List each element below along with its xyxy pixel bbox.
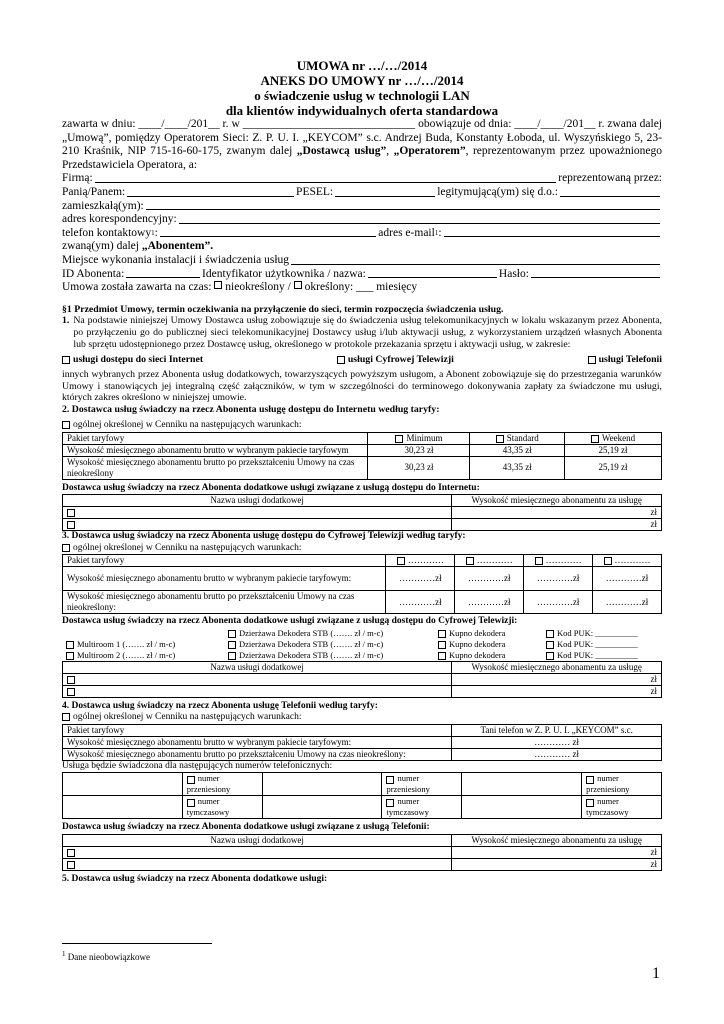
corr-address-field[interactable] <box>179 213 660 224</box>
option-internet[interactable]: usługi dostępu do sieci Internet <box>62 354 203 365</box>
id-abonenta-field[interactable] <box>126 268 200 279</box>
dostawca-term: „Dostawcą usług” <box>296 145 387 158</box>
location-field[interactable] <box>291 254 660 265</box>
s1-title: §1 Przedmiot Umowy, termin oczekiwania na przyłączenie do sieci, termin rozpoczęcia świadczenia usług. <box>62 303 504 315</box>
phone-numbers-table: numer przeniesiony numer przeniesiony numer przeniesiony numer tymczasowy numer tymczasowy numer tymczasowy <box>62 772 662 819</box>
phone-table: Pakiet taryfowy Tani telefon w Z. P. U. I. „KEYCOM” s.c. Wysokość miesięcznego abonamentu brutto w wybranym pakiecie taryfowym: ………… zł Wysokość miesięcznego abonamentu brutto po przekształceniu Umowy na czas nieokreślony: ………… zł <box>62 724 662 761</box>
indefinite-checkbox[interactable] <box>214 281 222 289</box>
definite-checkbox[interactable] <box>294 281 302 289</box>
id-row: ID Abonenta: Identyfikator użytkownika / nazwa: Hasło: <box>62 268 662 282</box>
s1-p1b: innych wybranych przez Abonenta usług dodatkowych, towarzyszących powyższym usługom, a Abonent zobowiązuje się do przestrzegania warunków Umowy i stanowiących jej integralną część załączników, w tym w szczególności do terminowego dokonywania zapłaty za świadczone mu usługi, których zakres określono w niniejszej umowie. <box>62 369 662 404</box>
location-row: Miejsce wykonania instalacji i świadczenia usług <box>62 254 662 268</box>
internet-table: Pakiet taryfowy Minimum Standard Weekend Wysokość miesięcznego abonamentu brutto w wybranym pakiecie taryfowym 30,23 zł 43,35 zł 25,19 zł Wysokość miesięcznego abonamentu brutto po przekształceniu Umowy na czas nieokreślony 30,23 zł 43,35 zł 25,19 zł <box>62 432 662 480</box>
duration-row: Umowa została zawarta na czas: nieokreślony / określony: ___ miesięcy <box>62 281 418 294</box>
address-row: zamieszkałą(ym): <box>62 200 662 214</box>
s3-title: 3. Dostawca usług świadczy na rzecz Abonenta usługę dostępu do Cyfrowej Telewizji według taryfy: <box>62 531 466 542</box>
pania-row: Panią/Panem: PESEL: legitymującą(ym) się d.o.: <box>62 186 662 200</box>
operator-term: „Operatorem” <box>393 145 466 158</box>
email-field[interactable] <box>444 227 660 238</box>
title-aneks: ANEKS DO UMOWY nr …/…/2014 <box>260 73 464 88</box>
footnote: $^1$ Dane nieobowiązkowe <box>62 950 150 962</box>
numbers-label: Usługa będzie świadczona dla następujących numerów telefonicznych: <box>62 760 333 771</box>
password-field[interactable] <box>531 268 660 279</box>
s5-title: 5. Dostawca usług świadczy na rzecz Abonenta dodatkowe usługi: <box>62 873 328 884</box>
extra-internet-title: Dostawca usług świadczy na rzecz Abonenta dodatkowe usługi związane z usługą dostępu do Internetu: <box>62 482 480 493</box>
extra-internet-table: Nazwa usługi dodatkowej Wysokość miesięcznego abonamentu za usługę zł zł <box>62 494 662 531</box>
extra-phone-title: Dostawca usług świadczy na rzecz Abonenta dodatkowe usługi związane z usługą Telefonii: <box>62 822 430 833</box>
address-field[interactable] <box>146 200 660 211</box>
extra-tv-table: Nazwa usługi dodatkowej Wysokość miesięcznego abonamentu za usługę zł zł <box>62 661 662 698</box>
name-field[interactable] <box>127 186 294 197</box>
page-number: 1 <box>652 965 660 982</box>
s1-p1: 1. Na podstawie niniejszej Umowy Dostawca usług zobowiązuje się do świadczenia usług telekomunikacyjnych w lokalu wskazanym przez Abonenta, po przyłączeniu go do publicznej sieci telekomunikacyjnej Dostawcy usług i/lub aktywacji usług, z wykorzystaniem urządzeń własnych Abonenta lub sprzętu udostępnionego przez Dostawcę usług, określonego w protokole przekazania sprzętu i aktywacji usług, w zakresie: <box>62 315 662 350</box>
tv-table: Pakiet taryfowy ………… ………… ………… ………… Wysokość miesięcznego abonamentu brutto w wybranym pakiecie taryfowym: …………zł …………zł …………zł …………zł Wysokość miesięcznego abonamentu brutto po przekształceniu Umowy na czas nieokreślony: …………zł …………zł …………zł …………zł <box>62 554 662 614</box>
username-field[interactable] <box>368 268 497 279</box>
pesel-field[interactable] <box>335 186 435 197</box>
firma-row: Firmą: reprezentowaną przez: <box>62 172 662 185</box>
option-phone[interactable]: usługi Telefonii <box>588 354 662 365</box>
s4-title: 4. Dostawca usług świadczy na rzecz Abonenta usługę Telefonii według taryfy: <box>62 700 378 711</box>
corr-address-row: adres korespondencyjny: <box>62 213 662 227</box>
service-options <box>62 354 662 365</box>
option-tv[interactable]: usługi Cyfrowej Telewizji <box>337 354 454 365</box>
contract-page <box>62 58 662 885</box>
title-umowa: UMOWA nr …/…/2014 <box>296 58 428 73</box>
contact-row: telefon kontaktowy 1 : adres e-mail 1 : <box>62 227 662 241</box>
abonent-row: zwaną(ym) dalej „Abonentem”. <box>62 240 214 253</box>
phone-tariff-option[interactable]: ogólnej określonej w Cenniku na następujących warunkach: <box>62 712 662 724</box>
tv-options-grid: Dzierżawa Dekodera STB (……. zł / m-c) Kupno dekodera Kod PUK: __________ Multiroom 1 (……. zł / m-c) Dzierżawa Dekodera STB (……. zł / m-c) Kupno dekodera Kod PUK: __________ Multiroom 2 (……. zł / m-c) Dzierżawa Dekodera STB (……. zł / m-c) Kupno dekodera Kod PUK: __________ <box>62 628 662 661</box>
intro-paragraph: zawarta w dniu: ____/____/201__ r. w ______________________________ obowiązuje od dnia: ____/____/201__ r. zwana dalej „Umową”, pomiędzy Operatorem Sieci: Z. P. U. I. „KEYCOM” s.c. Andrzej Buda, Konstanty Łoboda, ul. Wyszyńskiego 5, 23-210 Kraśnik, NIP 715-16-60-175, zwanym dalej „Dostawcą usług”, „Operatorem”, reprezentowanym przez upoważnionego Przedstawiciela Operatora, a: <box>62 118 663 171</box>
s2-title: 2. Dostawca usług świadczy na rzecz Abonenta usługę dostępu do Internetu według taryfy: <box>62 403 440 415</box>
extra-phone-table: Nazwa usługi dodatkowej Wysokość miesięcznego abonamentu za usługę zł zł <box>62 834 662 871</box>
title-subject: o świadczenie usług w technologii LAN <box>254 88 470 103</box>
footnote-divider <box>62 943 212 944</box>
tv-tariff-option[interactable]: ogólnej określonej w Cenniku na następujących warunkach: <box>62 543 662 555</box>
phone-field[interactable] <box>160 227 376 238</box>
internet-tariff-option[interactable]: ogólnej określonej w Cenniku na następujących warunkach: <box>62 420 662 432</box>
title-offer: dla klientów indywidualnych oferta standardowa <box>225 103 499 118</box>
firma-field[interactable] <box>95 172 557 183</box>
id-doc-field[interactable] <box>560 186 660 197</box>
extra-tv-title: Dostawca usług świadczy na rzecz Abonenta dodatkowe usługi związane z usługą dostępu do Cyfrowej Telewizji: <box>62 616 518 627</box>
